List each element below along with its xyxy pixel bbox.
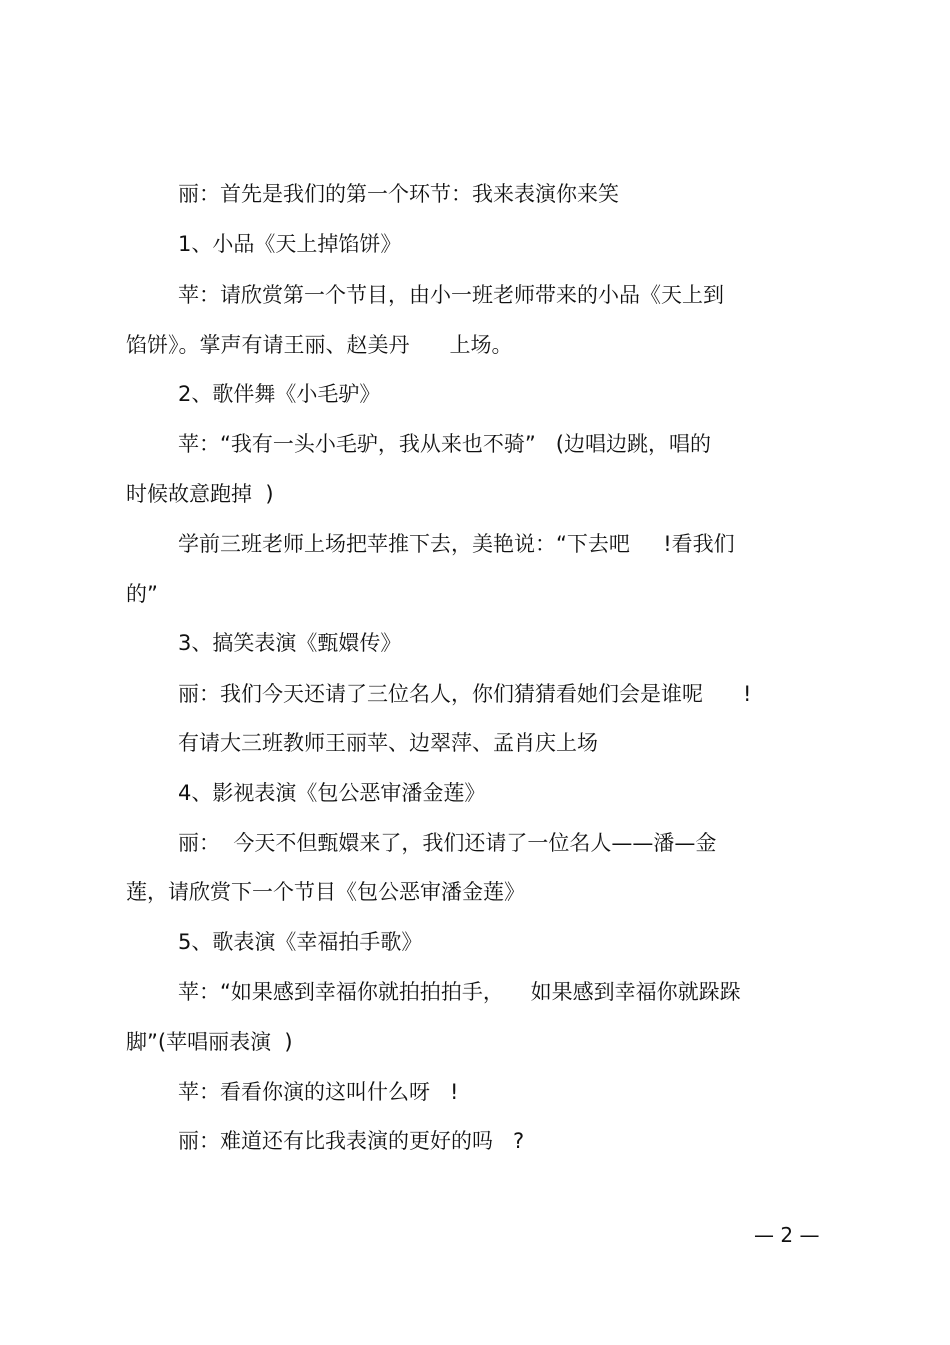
text-line: 4、影视表演《包公恶审潘金莲》 [178,781,486,805]
text-line: 丽：我们今天还请了三位名人，你们猜猜看她们会是谁呢 ! [178,682,752,706]
text-line: 丽：难道还有比我表演的更好的吗 ? [178,1129,525,1153]
text-line: 的” [126,582,158,606]
text-line: 5、歌表演《幸福拍手歌》 [178,930,423,954]
text-line: 时候故意跑掉 ) [126,482,274,506]
text-line: 丽： 今天不但甄嬛来了，我们还请了一位名人——潘—金 [178,831,717,855]
text-line: 馅饼》。掌声有请王丽、赵美丹 上场。 [126,333,513,357]
page-number: — 2 — [754,1223,820,1247]
text-line: 1、小品《天上掉馅饼》 [178,232,402,256]
text-line: 学前三班老师上场把苹推下去，美艳说：“下去吧 !看我们 [178,532,735,556]
text-line: 2、歌伴舞《小毛驴》 [178,382,381,406]
text-line: 有请大三班教师王丽苹、边翠萍、孟肖庆上场 [178,731,598,755]
text-line: 苹：“我有一头小毛驴，我从来也不骑” (边唱边跳，唱的 [178,432,711,456]
text-line: 脚”(苹唱丽表演 ) [126,1030,293,1054]
text-line: 苹：看看你演的这叫什么呀 ! [178,1080,459,1104]
text-line: 莲，请欣赏下一个节目《包公恶审潘金莲》 [126,880,525,904]
text-line: 苹：“如果感到幸福你就拍拍拍手， 如果感到幸福你就跺跺 [178,980,741,1004]
text-line: 3、搞笑表演《甄嬛传》 [178,631,402,655]
text-line: 丽：首先是我们的第一个环节：我来表演你来笑 [178,182,619,206]
text-line: 苹：请欣赏第一个节目，由小一班老师带来的小品《天上到 [178,283,724,307]
